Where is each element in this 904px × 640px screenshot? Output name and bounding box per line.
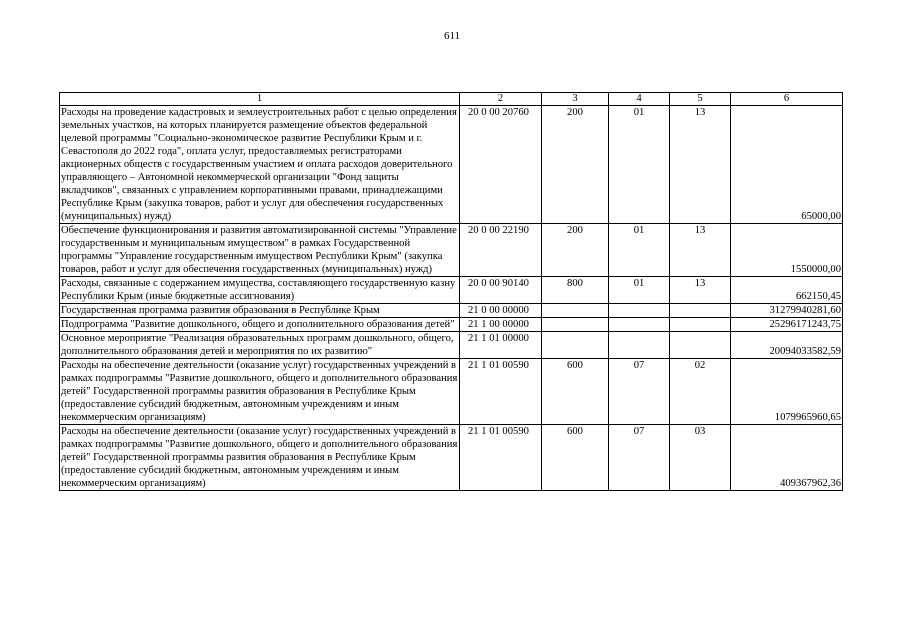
row-section-cell xyxy=(609,304,670,318)
table-row xyxy=(60,332,843,359)
row-code-cell: 21 1 01 00000 xyxy=(460,332,542,359)
table-row xyxy=(60,106,843,224)
table-row xyxy=(60,425,843,491)
row-code-cell: 21 0 00 00000 xyxy=(460,304,542,318)
row-expense-type-cell: 800 xyxy=(542,277,609,304)
table-row xyxy=(60,359,843,425)
column-header: 3 xyxy=(542,93,609,106)
table-row xyxy=(60,318,843,332)
row-code-cell: 21 1 00 00000 xyxy=(460,318,542,332)
table-row xyxy=(60,304,843,318)
row-section-cell xyxy=(609,332,670,359)
row-subsection-cell xyxy=(670,304,731,318)
row-name-cell: Расходы на обеспечение деятельности (оказание услуг) государственных учреждений в рамках подпрограммы "Развитие дошкольного, общего и дополнительного образования детей" Государственной программы развития образования в Республике Крым (предоставление субсидий бюджетным, автономным учреждениям и иным некоммерческим организациям) xyxy=(60,359,460,425)
row-section-cell: 01 xyxy=(609,224,670,277)
page-number: 611 xyxy=(443,30,461,42)
table-row xyxy=(60,224,843,277)
column-header: 5 xyxy=(670,93,731,106)
row-expense-type-cell: 600 xyxy=(542,359,609,425)
row-expense-type-cell xyxy=(542,332,609,359)
row-expense-type-cell: 600 xyxy=(542,425,609,491)
table-row xyxy=(60,277,843,304)
row-subsection-cell: 13 xyxy=(670,224,731,277)
row-expense-type-cell xyxy=(542,318,609,332)
row-section-cell: 01 xyxy=(609,277,670,304)
row-name-cell: Расходы, связанные с содержанием имущества, составляющего государственную казну Республики Крым (иные бюджетные ассигнования) xyxy=(60,277,460,304)
row-code-cell: 20 0 00 20760 xyxy=(460,106,542,224)
column-header: 1 xyxy=(60,93,460,106)
row-section-cell: 07 xyxy=(609,359,670,425)
row-sum-cell: 65000,00 xyxy=(731,106,843,224)
row-section-cell xyxy=(609,318,670,332)
row-section-cell: 01 xyxy=(609,106,670,224)
row-sum-cell: 31279940281,60 xyxy=(731,304,843,318)
row-subsection-cell: 13 xyxy=(670,106,731,224)
row-code-cell: 21 1 01 00590 xyxy=(460,425,542,491)
row-sum-cell: 1550000,00 xyxy=(731,224,843,277)
row-expense-type-cell: 200 xyxy=(542,106,609,224)
row-subsection-cell xyxy=(670,318,731,332)
row-subsection-cell xyxy=(670,332,731,359)
row-name-cell: Государственная программа развития образования в Республике Крым xyxy=(60,304,460,318)
column-header: 6 xyxy=(731,93,843,106)
row-section-cell: 07 xyxy=(609,425,670,491)
row-expense-type-cell: 200 xyxy=(542,224,609,277)
budget-table xyxy=(59,92,843,491)
row-subsection-cell: 13 xyxy=(670,277,731,304)
column-header: 2 xyxy=(460,93,542,106)
row-name-cell: Расходы на обеспечение деятельности (оказание услуг) государственных учреждений в рамках подпрограммы "Развитие дошкольного, общего и дополнительного образования детей" Государственной программы развития образования в Республике Крым (предоставление субсидий бюджетным, автономным учреждениям и иным некоммерческим организациям) xyxy=(60,425,460,491)
row-subsection-cell: 03 xyxy=(670,425,731,491)
row-name-cell: Расходы на проведение кадастровых и землеустроительных работ с целью определения земельных участков, на которых планируется размещение объектов федеральной целевой программы "Социально-экономическое развитие Республики Крым и г. Севастополя до 2022 года", оплата услуг, предоставляемых регистраторами акционерных обществ с государственным участием и оплата расходов доверительного управляющего – Автономной некоммерческой организации "Фонд защиты вкладчиков", связанных с управлением корпоративными правами, принадлежащими Республике Крым (закупка товаров, работ и услуг для обеспечения государственных (муниципальных) нужд) xyxy=(60,106,460,224)
row-sum-cell: 409367962,36 xyxy=(731,425,843,491)
row-name-cell: Обеспечение функционирования и развития автоматизированной системы "Управление государственным и муниципальным имуществом" в рамках Государственной программы "Управление государственным имуществом Республики Крым" (закупка товаров, работ и услуг для обеспечения государственных (муниципальных) нужд) xyxy=(60,224,460,277)
row-sum-cell: 1079965960,65 xyxy=(731,359,843,425)
row-sum-cell: 662150,45 xyxy=(731,277,843,304)
column-header: 4 xyxy=(609,93,670,106)
row-subsection-cell: 02 xyxy=(670,359,731,425)
row-sum-cell: 25296171243,75 xyxy=(731,318,843,332)
row-name-cell: Подпрограмма "Развитие дошкольного, общего и дополнительного образования детей" xyxy=(60,318,460,332)
row-sum-cell: 20094033582,59 xyxy=(731,332,843,359)
row-name-cell: Основное мероприятие "Реализация образовательных программ дошкольного, общего, дополнительного образования детей и мероприятия по их развитию" xyxy=(60,332,460,359)
row-code-cell: 21 1 01 00590 xyxy=(460,359,542,425)
table-header-row xyxy=(60,93,843,106)
row-expense-type-cell xyxy=(542,304,609,318)
row-code-cell: 20 0 00 90140 xyxy=(460,277,542,304)
row-code-cell: 20 0 00 22190 xyxy=(460,224,542,277)
